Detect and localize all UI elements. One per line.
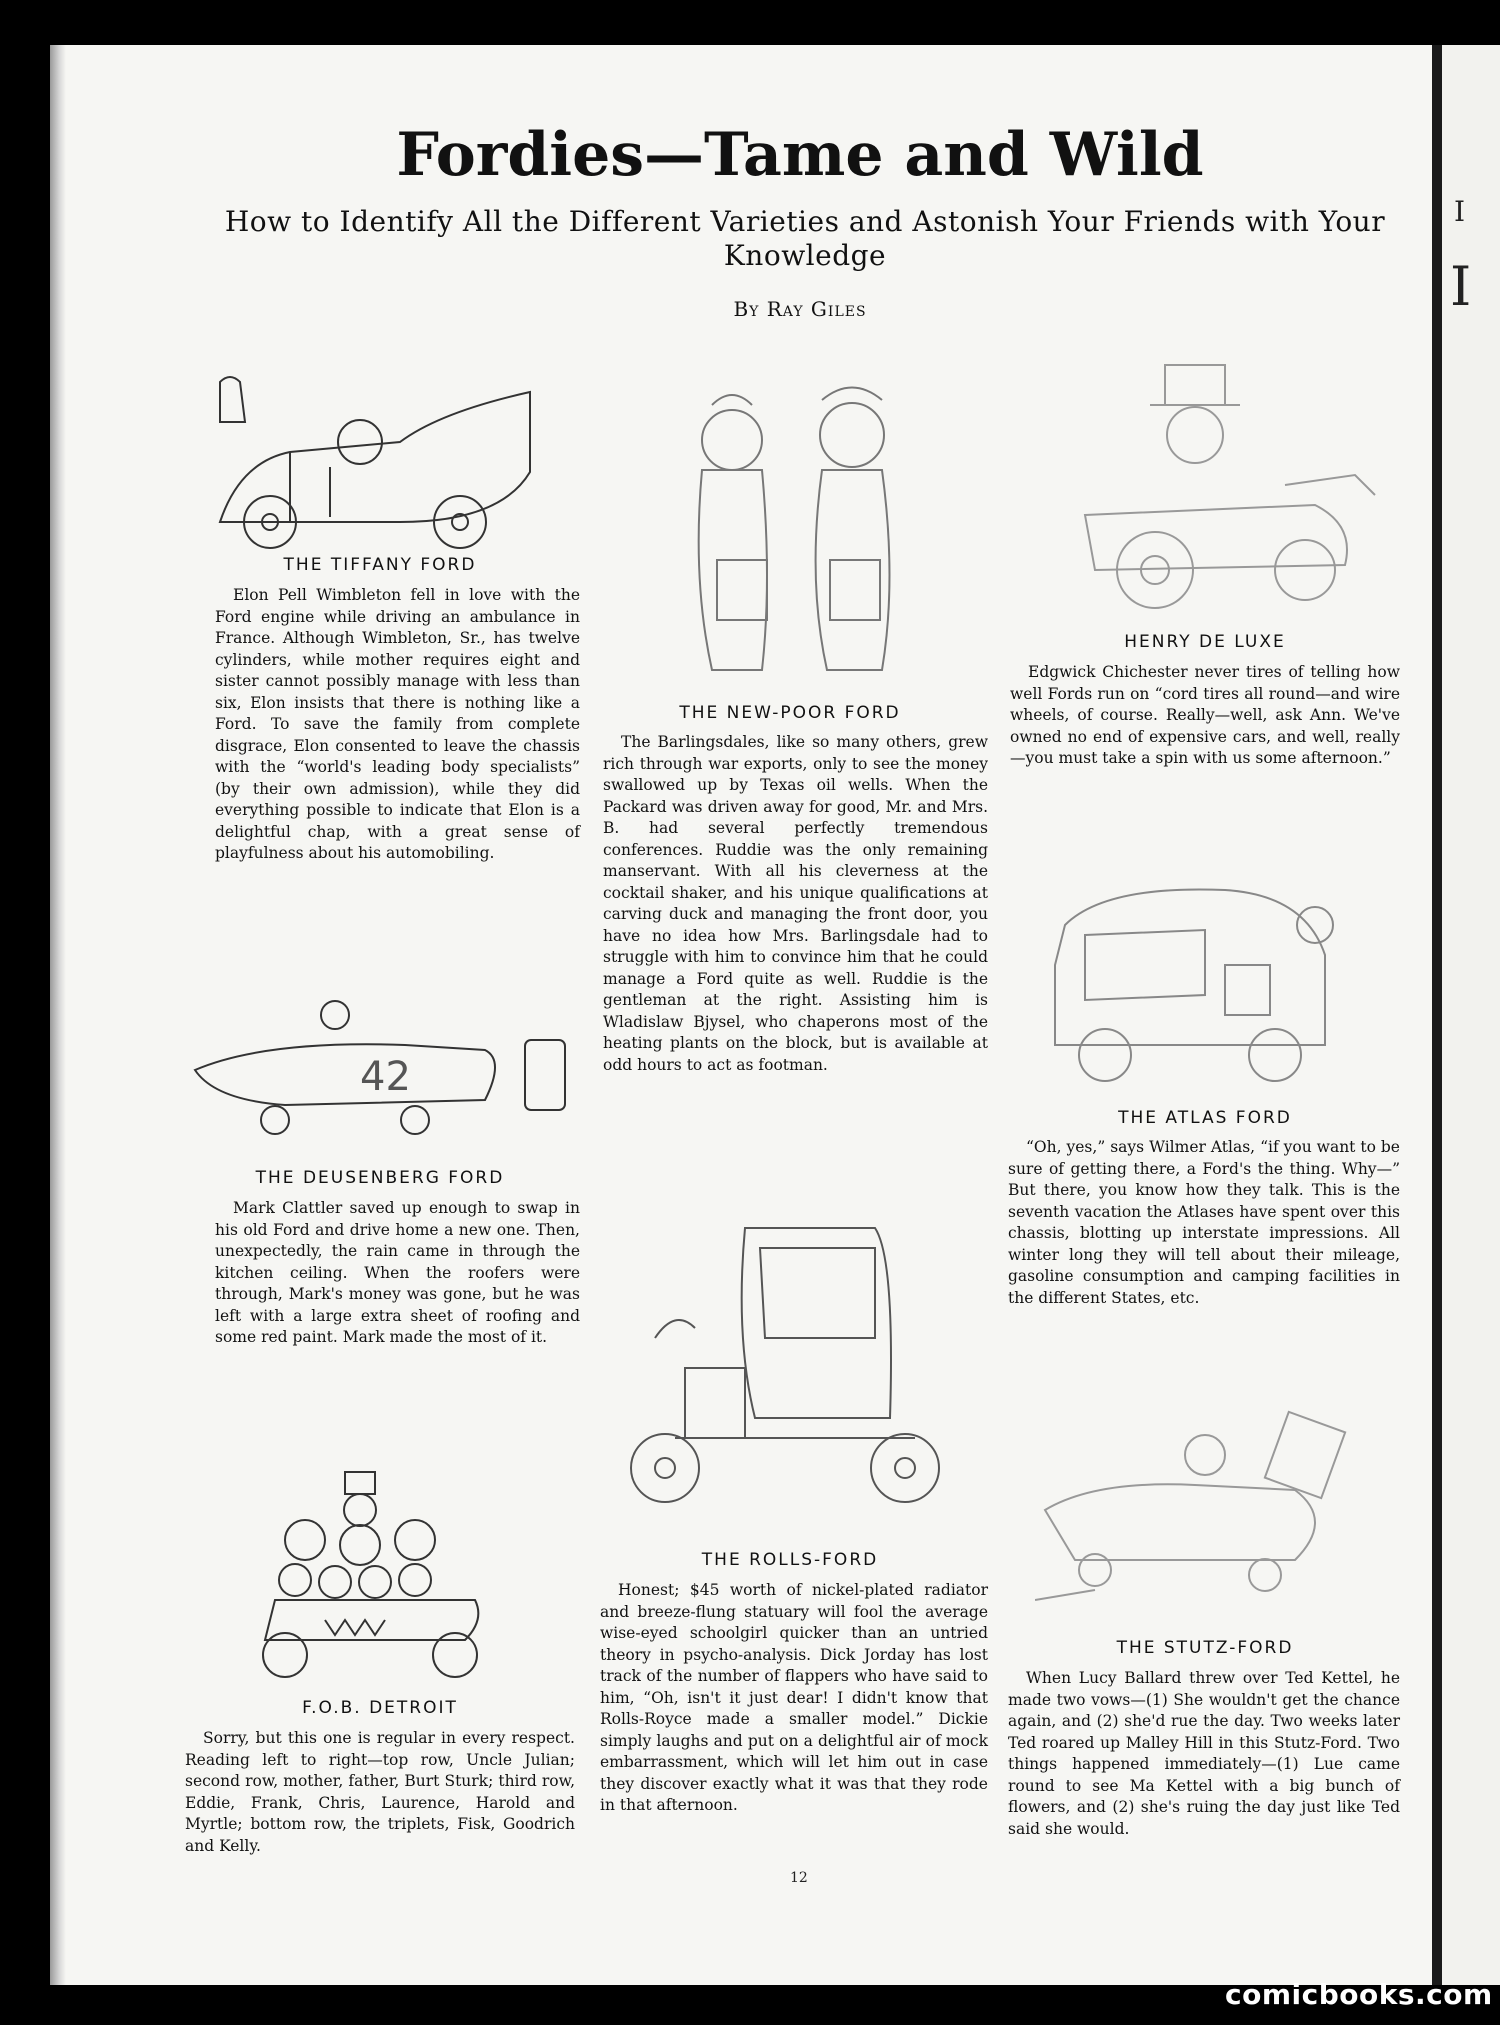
henry-de-luxe-illustration <box>1055 355 1385 620</box>
section-text: When Lucy Ballard threw over Ted Kettel, he made two vows—(1) She wouldn't get the chance again, and (2) she'd rue the day. Two weeks later Ted roared up Malley Hill in this Stutz-Ford. Two things happened immediately—(1) Lue came round to see Ma Kettel with a big bunch of flowers, and (2) she's ruing the day just like Ted said she would. <box>1008 1669 1400 1838</box>
rolls-ford-illustration <box>615 1218 960 1506</box>
article-title: Fordies—Tame and Wild <box>396 120 1204 190</box>
next-page-edge <box>1442 45 1500 1985</box>
deusenberg-car-illustration <box>185 990 585 1145</box>
article-byline: By Ray Giles <box>733 297 867 321</box>
section-text: “Oh, yes,” says Wilmer Atlas, “if you want to be sure of getting there, a Ford's the thing. Why—” But there, you know how they talk. This is the seventh vacation the Atlases have spent over this chassis, blotting up interstate impressions. All winter long they will tell about their mileage, gasoline consumption and camping facilities in the different States, etc. <box>1008 1138 1400 1307</box>
section-heading: THE NEW-POOR FORD <box>679 703 901 723</box>
section-text: The Barlingsdales, like so many others, grew rich through war exports, only to see the money swallowed up by Texas oil wells. When the Packard was driven away for good, Mr. and Mrs. B. had several perfectly tremendous conferences. Ruddie was the only remaining manservant. With all his cleverness at the cocktail shaker, and his unique qualifications at carving duck and managing the front door, you have no idea how Mrs. Barlingsdale had to struggle with him to convince him that he could manage a Ford quite as well. Ruddie is the gentleman at the right. Assisting him is Wladislaw Bjysel, who chaperons most of the heating plants on the block, but is available at odd hours to act as footman. <box>603 733 988 1074</box>
page-gutter <box>1432 45 1442 1985</box>
section-heading: HENRY DE LUXE <box>1124 632 1286 652</box>
fob-detroit-illustration <box>235 1470 505 1685</box>
section-text: Elon Pell Wimbleton fell in love with the Ford engine while driving an ambulance in France. Although Wimbleton, Sr., has twelve cylinders, while mother requires eight and sister cannot possibly manage with less than six, Elon insists that there is nothing like a Ford. To save the family from complete disgrace, Elon consented to leave the chassis with the “world's leading body specialists” (by their own admission), while they did everything possible to indicate that Elon is a delightful chap, with a great sense of playfulness about his automobiling. <box>215 586 580 862</box>
tiffany-car-illustration <box>200 372 540 552</box>
article-subtitle: How to Identify All the Different Varieties and Astonish Your Friends with Your Knowledge <box>224 205 1386 272</box>
svg-text:42: 42 <box>360 1054 411 1100</box>
section-text: Edgwick Chichester never tires of telling how well Fords run on “cord tires all round—and wire wheels, of course. Really—well, ask Ann. We've owned no end of expensive cars, and well, really—you must take a spin with us some afternoon.” <box>1010 663 1400 767</box>
page-number: 12 <box>790 1870 808 1886</box>
stutz-ford-illustration <box>1035 1410 1370 1610</box>
page-binding <box>50 45 66 1985</box>
section-heading: THE TIFFANY FORD <box>283 555 477 575</box>
section-text: Sorry, but this one is regular in every respect. Reading left to right—top row, Uncle Julian; second row, mother, father, Burt Sturk; third row, Eddie, Frank, Chris, Laurence, Harold and Myrtle; bottom row, the triplets, Fisk, Goodrich and Kelly. <box>185 1729 575 1855</box>
next-page-dropcap: I <box>1450 255 1472 318</box>
section-heading: THE DEUSENBERG FORD <box>255 1168 505 1188</box>
section-heading: THE ROLLS-FORD <box>701 1550 879 1570</box>
section-heading: F.O.B. DETROIT <box>302 1698 458 1718</box>
section-heading: THE ATLAS FORD <box>1118 1108 1292 1128</box>
atlas-ford-illustration <box>1025 865 1360 1090</box>
next-page-letter: I <box>1454 195 1466 228</box>
source-watermark: comicbooks.com <box>1225 1978 1493 2011</box>
new-poor-chauffeur-illustration <box>612 380 982 690</box>
section-text: Honest; $45 worth of nickel-plated radiator and breeze-flung statuary will fool the average wise-eyed schoolgirl quicker than an untried theory in psycho-analysis. Dick Jorday has lost track of the number of flappers who have said to him, “Oh, isn't it just dear! I didn't know that Rolls-Royce made a smaller model.” Dickie simply laughs and put on a delightful air of mock embarrassment, which will let him out in case they discover exactly what it was that they rode in that afternoon. <box>600 1581 988 1814</box>
section-heading: THE STUTZ-FORD <box>1116 1638 1294 1658</box>
section-text: Mark Clattler saved up enough to swap in his old Ford and drive home a new one. Then, unexpectedly, the rain came in through the kitchen ceiling. When the roofers were through, Mark's money was gone, but he was left with a large extra sheet of roofing and some red paint. Mark made the most of it. <box>215 1199 580 1346</box>
